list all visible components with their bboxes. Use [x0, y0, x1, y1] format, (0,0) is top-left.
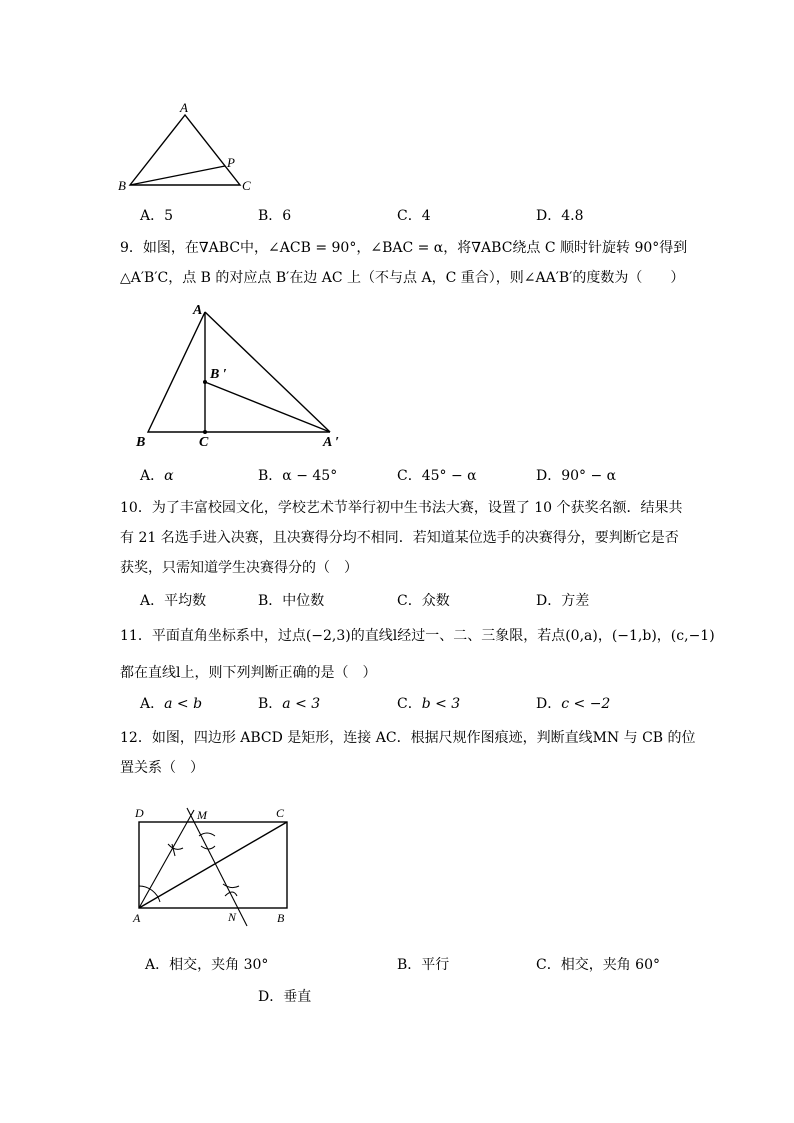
fig12-label-a: A	[133, 911, 141, 925]
fig9-label-c: C	[199, 435, 209, 450]
q8-option-c[interactable]: C．4	[397, 208, 431, 224]
q11-option-d[interactable]: D．c < −2	[536, 696, 611, 712]
q12-option-b[interactable]: B．平行	[397, 957, 450, 973]
q11-question-line-1: 11．平面直角坐标系中，过点(−2,3)的直线l经过一、二、三象限，若点(0,a)，(−1,b)，(c,−1)	[120, 628, 715, 644]
fig12-label-n: N	[228, 910, 237, 924]
q10-option-d[interactable]: D．方差	[536, 593, 590, 609]
fig8-label-p: P	[227, 155, 235, 170]
q11-option-a[interactable]: A．a < b	[140, 696, 203, 712]
q11-question-line-2: 都在直线l上，则下列判断正确的是（ ）	[120, 665, 377, 681]
q10-question-line-3: 获奖，只需知道学生决赛得分的（ ）	[120, 560, 358, 576]
fig12-label-m: M	[197, 808, 207, 822]
fig8-label-a: A	[180, 100, 188, 115]
q8-option-a[interactable]: A．5	[140, 208, 174, 224]
q9-option-a[interactable]: A．α	[140, 468, 174, 484]
q11-option-c[interactable]: C．b < 3	[397, 696, 461, 712]
fig12-label-d: D	[135, 806, 144, 820]
q12-option-a[interactable]: A．相交，夹角 30°	[145, 957, 269, 973]
q11-option-b[interactable]: B．a < 3	[258, 696, 321, 712]
q9-option-c[interactable]: C．45° − α	[397, 468, 477, 484]
fig8-label-b: B	[118, 178, 126, 193]
q9-question-line-2: △A′B′C，点 B 的对应点 B′在边 AC 上（不与点 A，C 重合），则∠AA′B′的度数为（ ）	[120, 270, 685, 286]
fig9-label-a: A	[193, 303, 203, 318]
q9-option-d[interactable]: D．90° − α	[536, 468, 617, 484]
fig12-label-b: B	[277, 911, 285, 925]
q10-option-b[interactable]: B．中位数	[258, 593, 325, 609]
rotation-triangle-figure	[130, 298, 360, 453]
q10-question-line-2: 有 21 名选手进入决赛，且决赛得分均不相同．若知道某位选手的决赛得分，要判断它是否	[120, 530, 679, 546]
q9-question-line-1: 9．如图，在∇ABC中，∠ACB = 90°，∠BAC = α，将∇ABC绕点 C 顺时针旋转 90°得到	[120, 240, 688, 256]
q10-option-a[interactable]: A．平均数	[140, 593, 207, 609]
q10-option-c[interactable]: C．众数	[397, 593, 450, 609]
triangle-abc-figure	[110, 95, 270, 200]
q12-option-c[interactable]: C．相交，夹角 60°	[536, 957, 660, 973]
fig9-label-a-prime: A ′	[323, 435, 340, 450]
q12-question-line-2: 置关系（ ）	[120, 760, 204, 776]
q9-option-b[interactable]: B．α − 45°	[258, 468, 338, 484]
fig9-label-b: B	[136, 435, 146, 450]
fig9-label-b-prime: B ′	[210, 367, 227, 382]
fig12-label-c: C	[276, 806, 285, 820]
q8-option-b[interactable]: B．6	[258, 208, 292, 224]
q12-option-d[interactable]: D．垂直	[258, 989, 312, 1005]
q12-question-line-1: 12．如图，四边形 ABCD 是矩形，连接 AC．根据尺规作图痕迹，判断直线MN 与 CB 的位	[120, 730, 696, 746]
q8-option-d[interactable]: D．4.8	[536, 208, 584, 224]
fig8-label-c: C	[242, 178, 251, 193]
rectangle-construction-figure	[125, 800, 305, 930]
q10-question-line-1: 10．为了丰富校园文化，学校艺术节举行初中生书法大赛，设置了 10 个获奖名额．结果共	[120, 500, 683, 516]
